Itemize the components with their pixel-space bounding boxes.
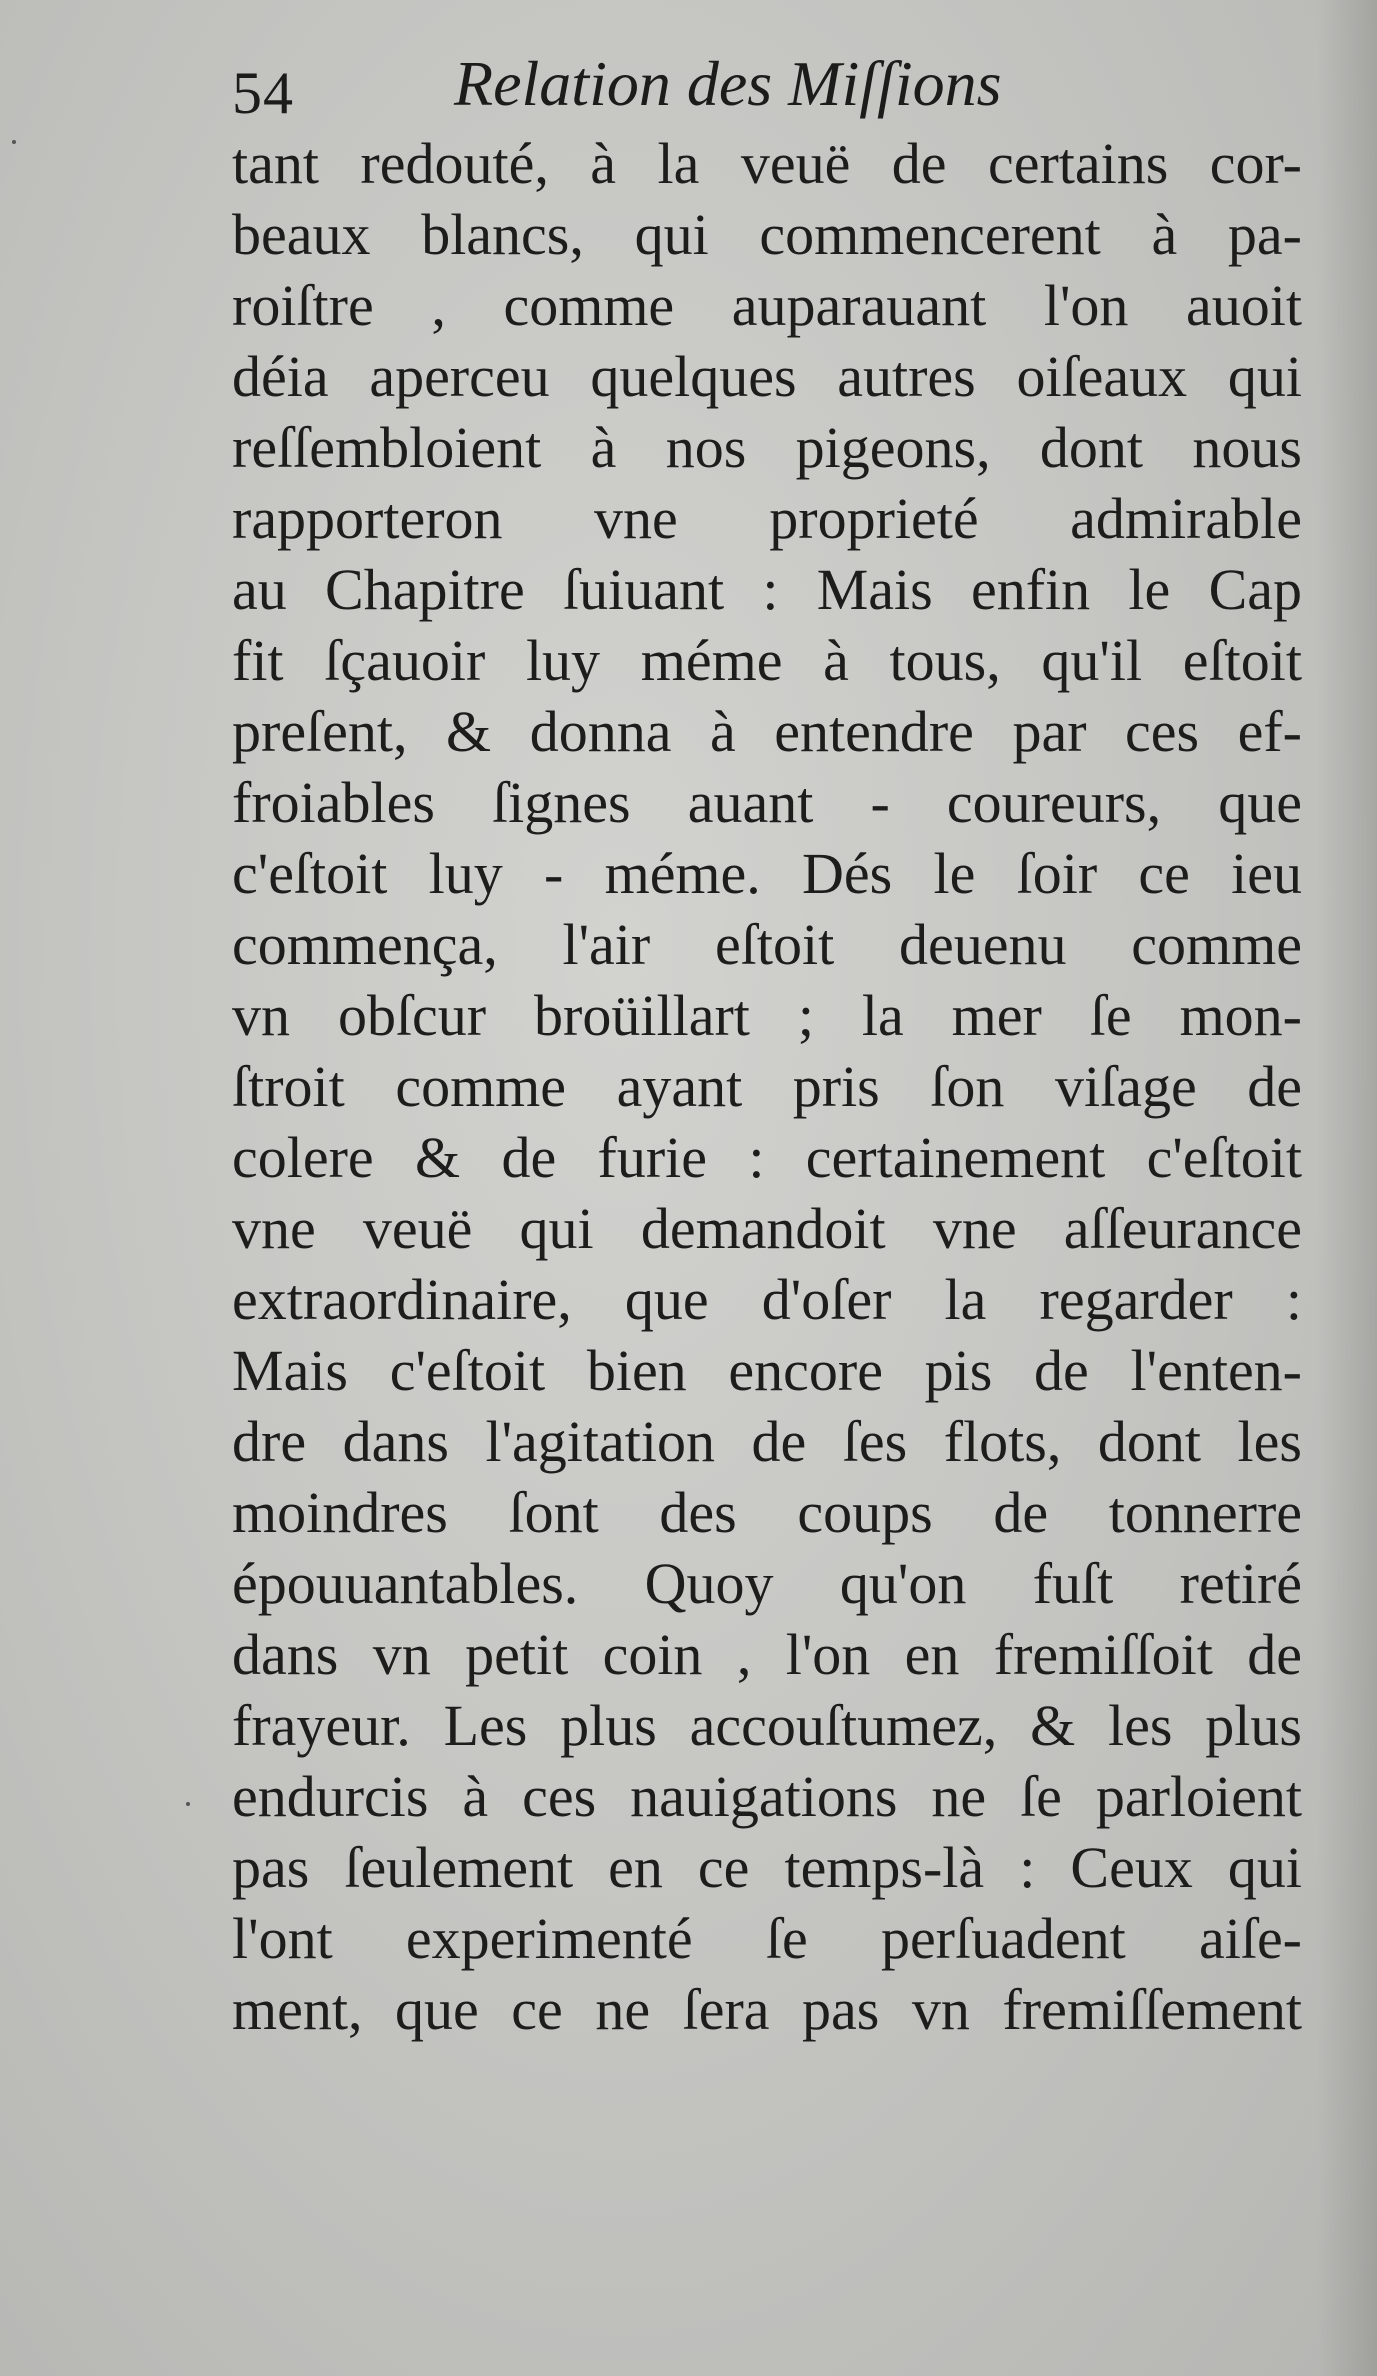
page-edge-shadow	[1317, 0, 1377, 2376]
text-line: fit ſçauoir luy méme à tous, qu'il eſtoit	[232, 628, 1302, 693]
text-line: pas ſeulement en ce temps-là : Ceux qui	[232, 1835, 1302, 1900]
text-line: c'eſtoit luy - méme. Dés le ſoir ce ieu	[232, 841, 1302, 906]
text-line: froiables ſignes auant - coureurs, que	[232, 770, 1302, 835]
text-line: tant redouté, à la veuë de certains cor-	[232, 131, 1302, 196]
paper-speck	[186, 1802, 190, 1806]
text-line: ſtroit comme ayant pris ſon viſage de	[232, 1054, 1302, 1119]
text-line: ment, que ce ne ſera pas vn fremiſſement	[232, 1977, 1302, 2042]
text-line: extraordinaire, que d'oſer la regarder :	[232, 1267, 1302, 1332]
paper-speck	[12, 140, 16, 144]
page-header	[232, 38, 1132, 128]
text-line: endurcis à ces nauigations ne ſe parloient	[232, 1764, 1302, 1829]
page-number: 54	[232, 60, 294, 126]
text-line: roiſtre , comme auparauant l'on auoit	[232, 273, 1302, 338]
text-line: preſent, & donna à entendre par ces ef-	[232, 699, 1302, 764]
running-title: Relation des Miſſions	[454, 48, 1002, 119]
text-line: beaux blancs, qui commencerent à pa-	[232, 202, 1302, 267]
text-line: colere & de furie : certainement c'eſtoit	[232, 1125, 1302, 1190]
text-line: au Chapitre ſuiuant : Mais enfin le Cap	[232, 557, 1302, 622]
text-line: reſſembloient à nos pigeons, dont nous	[232, 415, 1302, 480]
text-line: dre dans l'agitation de ſes flots, dont les	[232, 1409, 1302, 1474]
text-line: frayeur. Les plus accouſtumez, & les plus	[232, 1693, 1302, 1758]
text-line: vn obſcur broüillart ; la mer ſe mon-	[232, 983, 1302, 1048]
text-line: moindres ſont des coups de tonnerre	[232, 1480, 1302, 1545]
text-line: rapporteron vne proprieté admirable	[232, 486, 1302, 551]
text-line: l'ont experimenté ſe perſuadent aiſe-	[232, 1906, 1302, 1971]
text-line: vne veuë qui demandoit vne aſſeurance	[232, 1196, 1302, 1261]
text-line: dans vn petit coin , l'on en fremiſſoit de	[232, 1622, 1302, 1687]
text-line: déia aperceu quelques autres oiſeaux qui	[232, 344, 1302, 409]
text-line: Mais c'eſtoit bien encore pis de l'enten-	[232, 1338, 1302, 1403]
text-line: commença, l'air eſtoit deuenu comme	[232, 912, 1302, 977]
body-text	[232, 128, 1302, 2045]
text-line: épouuantables. Quoy qu'on fuſt retiré	[232, 1551, 1302, 1616]
